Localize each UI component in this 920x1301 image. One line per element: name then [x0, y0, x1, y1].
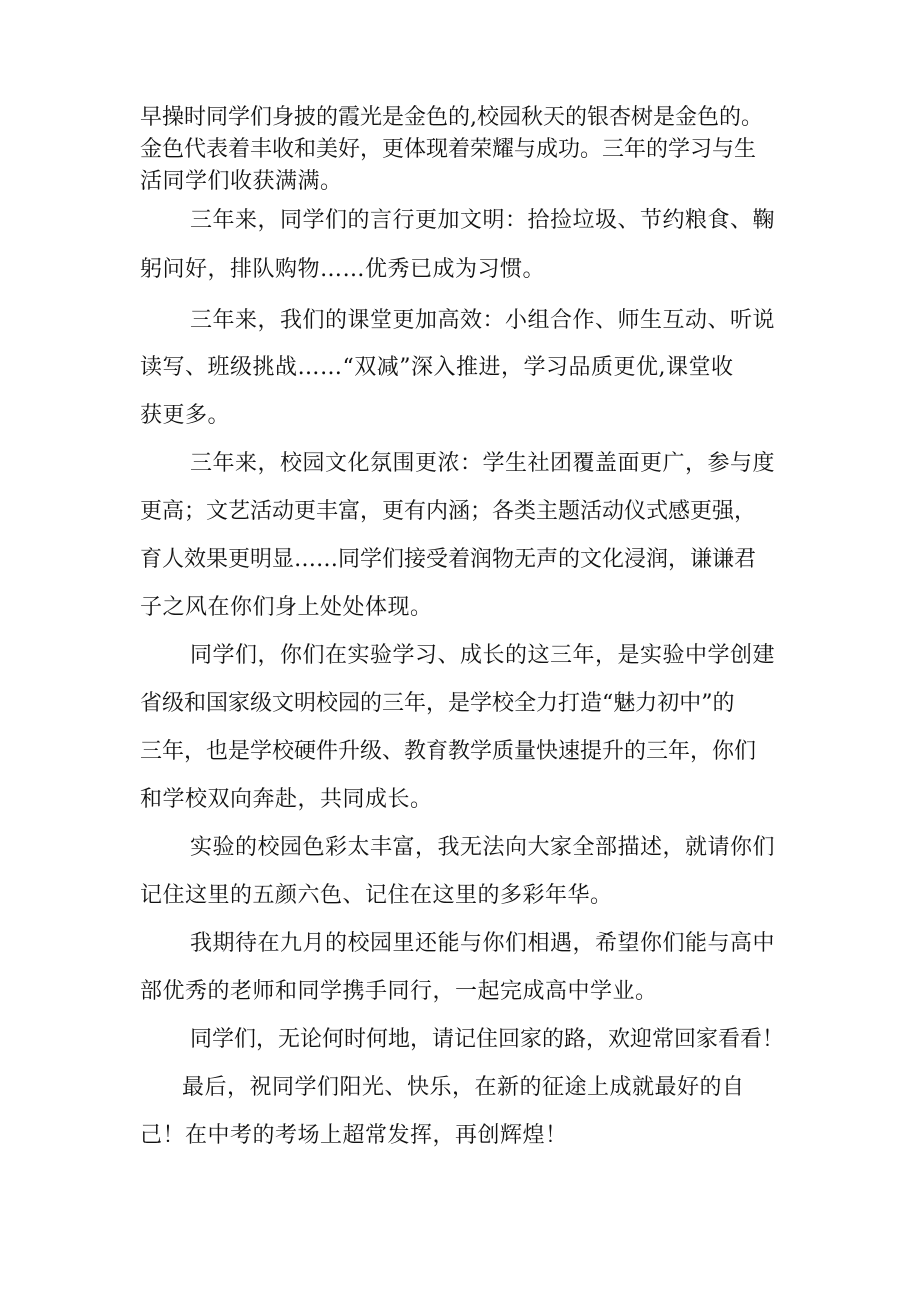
- paragraph-first-line: 三年来，我们的课堂更加高效：小组合作、师生互动、听说: [190, 308, 776, 333]
- text-line: 省级和国家级文明校园的三年，是学校全力打造“魅力初中”的: [140, 691, 735, 716]
- text-line: 子之风在你们身上处处体现。: [140, 595, 433, 620]
- text-line: 活同学们收获满满。: [140, 169, 343, 194]
- paragraph-first-line: 实验的校园色彩太丰富，我无法向大家全部描述，就请你们: [190, 835, 776, 860]
- text-line: 三年，也是学校硬件升级、教育教学质量快速提升的三年，你们: [140, 739, 757, 764]
- text-line: 记住这里的五颜六色、记住在这里的多彩年华。: [140, 883, 613, 908]
- text-line: 获更多。: [140, 403, 231, 428]
- text-line: 躬问好，排队购物……优秀已成为习惯。: [140, 257, 546, 282]
- paragraph-first-line: 三年来，同学们的言行更加文明：拾捡垃圾、节约粮食、鞠: [190, 208, 776, 233]
- paragraph-first-line: 同学们，无论何时何地，请记住回家的路，欢迎常回家看看！: [190, 1027, 785, 1052]
- text-line: 和学校双向奔赴，共同成长。: [140, 787, 433, 812]
- paragraph-first-line: 同学们，你们在实验学习、成长的这三年，是实验中学创建: [190, 643, 776, 668]
- text-line: 育人效果更明显……同学们接受着润物无声的文化浸润，谦谦君: [140, 547, 757, 572]
- text-line: 部优秀的老师和同学携手同行，一起完成高中学业。: [140, 979, 658, 1004]
- paragraph-first-line: 我期待在九月的校园里还能与你们相遇，希望你们能与高中: [190, 931, 776, 956]
- text-line: 早操时同学们身披的霞光是金色的,校园秋天的银杏树是金色的。: [140, 105, 763, 130]
- text-line: 金色代表着丰收和美好，更体现着荣耀与成功。三年的学习与生: [140, 137, 757, 162]
- text-line: 己！在中考的考场上超常发挥，再创辉煌！: [140, 1123, 568, 1148]
- text-line: 更高；文艺活动更丰富，更有内涵；各类主题活动仪式感更强，: [140, 499, 757, 524]
- paragraph-first-line: 三年来，校园文化氛围更浓：学生社团覆盖面更广，参与度: [190, 451, 776, 476]
- text-line: 读写、班级挑战……“双减”深入推进，学习品质更优,课堂收: [140, 355, 734, 380]
- paragraph-first-line: 最后，祝同学们阳光、快乐，在新的征途上成就最好的自: [182, 1075, 745, 1100]
